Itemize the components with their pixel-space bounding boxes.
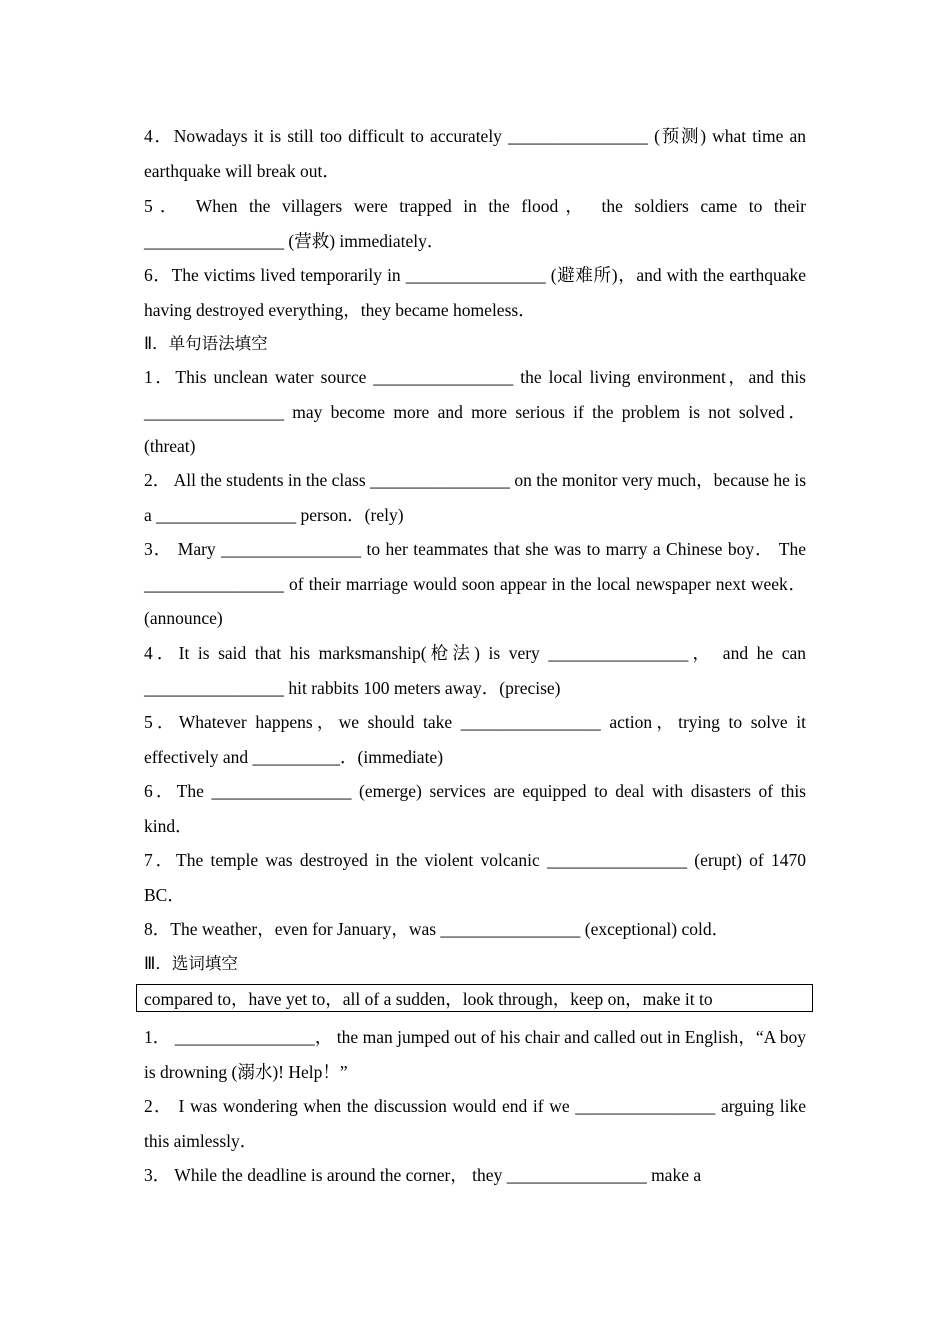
exercise-2-item-3: 3． Mary ________________ to her teammates that she was to marry a Chinese boy． The ________________ of their marriage would soon appear in the local newspaper next week．(announce) [144, 539, 806, 628]
exercise-2-item-8: 8．The weather，even for January，was ________________ (exceptional) cold． [144, 919, 730, 939]
exercise-3-item-1: 1． ________________， the man jumped out of his chair and called out in English，“A boy is drowning (溺水)! Help！” [144, 1027, 806, 1082]
exercise-3-item-3: 3． While the deadline is around the corner， they ________________ make a [144, 1165, 702, 1185]
exercise-1-item-4: 4．Nowadays it is still too difficult to accurately ________________ (预测) what time an earthquake will break out． [144, 126, 806, 181]
exercise-2-item-5: 5．Whatever happens，we should take ________________ action，trying to solve it effectively and __________．(immediate) [144, 712, 806, 767]
exercise-2-item-7: 7．The temple was destroyed in the violent volcanic ________________ (erupt) of 1470 BC． [144, 850, 806, 905]
exercise-1-item-6: 6．The victims lived temporarily in ________________ (避难所)，and with the earthquake having destroyed everything，they became homeless． [144, 265, 806, 320]
exercise-2-item-4: 4．It is said that his marksmanship(枪法) is very ________________， and he can ________________ hit rabbits 100 meters away．(precise) [144, 643, 806, 698]
word-bank-box: compared to，have yet to，all of a sudden，look through，keep on，make it to [136, 984, 813, 1012]
section-3-heading: Ⅲ．选词填空 [144, 954, 238, 973]
exercise-1-item-5: 5． When the villagers were trapped in the flood， the soldiers came to their ________________ (营救) immediately． [144, 196, 806, 251]
exercise-2-item-6: 6．The ________________ (emerge) services are equipped to deal with disasters of this kind． [144, 781, 806, 836]
exercise-2-item-1: 1．This unclean water source ________________ the local living environment，and this ________________ may become more and more serious if the problem is not solved．(threat) [144, 367, 806, 456]
exercise-2-item-2: 2． All the students in the class ________________ on the monitor very much，because he is a ________________ person．(rely) [144, 470, 806, 525]
section-2-heading: Ⅱ．单句语法填空 [144, 334, 268, 353]
exercise-3-item-2: 2． I was wondering when the discussion would end if we ________________ arguing like this aimlessly． [144, 1096, 806, 1151]
